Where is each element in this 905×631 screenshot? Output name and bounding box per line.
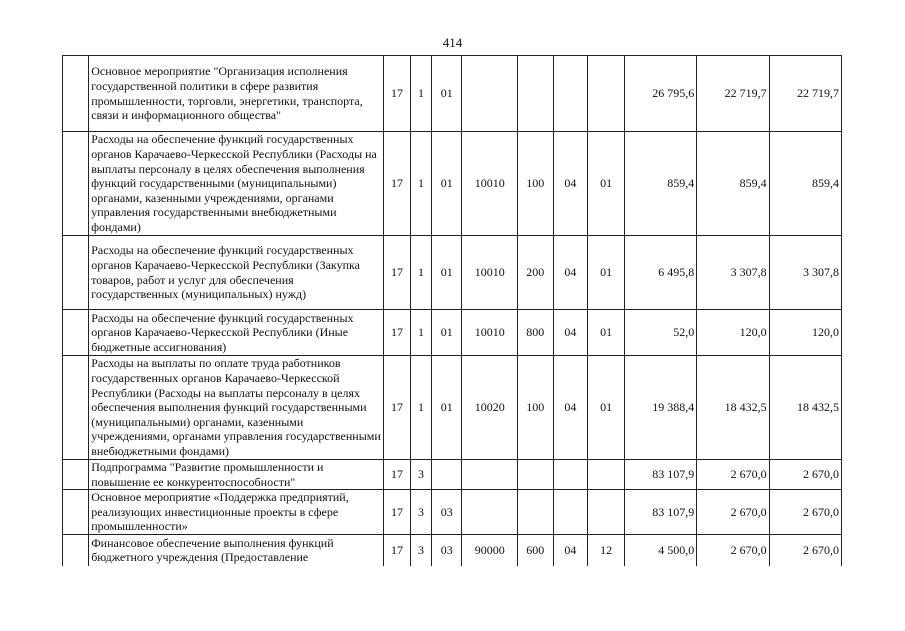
code-cell: 17 — [383, 534, 410, 566]
code-cell: 200 — [517, 236, 553, 310]
amount-cell: 19 388,4 — [624, 356, 696, 460]
row-marker-cell — [63, 132, 89, 236]
amount-cell: 859,4 — [769, 132, 841, 236]
page-bottom-margin — [0, 566, 905, 631]
budget-table — [62, 55, 842, 567]
code-cell — [553, 56, 588, 132]
amount-cell: 3 307,8 — [697, 236, 769, 310]
code-cell: 12 — [588, 534, 625, 566]
code-cell: 01 — [432, 310, 462, 356]
code-cell: 3 — [411, 534, 432, 566]
code-cell: 04 — [553, 236, 588, 310]
code-cell: 10020 — [462, 356, 518, 460]
code-cell: 04 — [553, 356, 588, 460]
code-cell: 01 — [588, 132, 625, 236]
code-cell — [462, 460, 518, 490]
item-name-cell: Основное мероприятие «Поддержка предприятий, реализующих инвестиционные проекты в сфере промышленности» — [89, 490, 384, 535]
table-row — [63, 490, 842, 535]
code-cell: 3 — [411, 490, 432, 535]
row-marker-cell — [63, 236, 89, 310]
amount-cell: 859,4 — [697, 132, 769, 236]
amount-cell: 2 670,0 — [769, 460, 841, 490]
code-cell: 01 — [588, 356, 625, 460]
item-name-cell: Подпрограмма "Развитие промышленности и повышение ее конкурентоспособности" — [89, 460, 384, 490]
code-cell: 800 — [517, 310, 553, 356]
code-cell — [588, 56, 625, 132]
amount-cell: 120,0 — [769, 310, 841, 356]
code-cell: 3 — [411, 460, 432, 490]
amount-cell: 26 795,6 — [624, 56, 696, 132]
amount-cell: 22 719,7 — [769, 56, 841, 132]
code-cell — [588, 490, 625, 535]
amount-cell: 2 670,0 — [697, 460, 769, 490]
row-marker-cell — [63, 356, 89, 460]
row-marker-cell — [63, 490, 89, 535]
code-cell: 04 — [553, 534, 588, 566]
amount-cell: 18 432,5 — [769, 356, 841, 460]
code-cell: 100 — [517, 356, 553, 460]
row-marker-cell — [63, 534, 89, 566]
code-cell — [553, 460, 588, 490]
code-cell: 01 — [588, 236, 625, 310]
row-marker-cell — [63, 310, 89, 356]
amount-cell: 859,4 — [624, 132, 696, 236]
code-cell: 17 — [383, 356, 410, 460]
code-cell: 03 — [432, 534, 462, 566]
amount-cell: 2 670,0 — [769, 490, 841, 535]
table-row — [63, 132, 842, 236]
code-cell: 100 — [517, 132, 553, 236]
code-cell: 01 — [432, 56, 462, 132]
item-name-cell: Расходы на выплаты по оплате труда работников государственных органов Карачаево-Черкесской Республики (Расходы на выплаты персоналу в целях обеспечения выполнения функций государственными (муниципальными) органами, казенными учреждениями, органами управления государственными внебюджетными фондами) — [89, 356, 384, 460]
amount-cell: 18 432,5 — [697, 356, 769, 460]
item-name-cell: Расходы на обеспечение функций государственных органов Карачаево-Черкесской Республики (Иные бюджетные ассигнования) — [89, 310, 384, 356]
table-row — [63, 236, 842, 310]
item-name-cell: Финансовое обеспечение выполнения функций бюджетного учреждения (Предоставление — [89, 534, 384, 566]
code-cell: 1 — [411, 132, 432, 236]
amount-cell: 6 495,8 — [624, 236, 696, 310]
table-row — [63, 310, 842, 356]
table-row — [63, 534, 842, 566]
code-cell: 1 — [411, 356, 432, 460]
code-cell: 1 — [411, 236, 432, 310]
code-cell — [517, 56, 553, 132]
table-row — [63, 356, 842, 460]
budget-table-body — [63, 56, 842, 567]
code-cell: 90000 — [462, 534, 518, 566]
code-cell: 10010 — [462, 132, 518, 236]
table-row — [63, 56, 842, 132]
code-cell: 10010 — [462, 310, 518, 356]
code-cell: 01 — [432, 236, 462, 310]
code-cell — [462, 490, 518, 535]
code-cell: 01 — [588, 310, 625, 356]
code-cell: 1 — [411, 56, 432, 132]
code-cell: 01 — [432, 356, 462, 460]
amount-cell: 3 307,8 — [769, 236, 841, 310]
code-cell: 01 — [432, 132, 462, 236]
code-cell: 03 — [432, 490, 462, 535]
row-marker-cell — [63, 460, 89, 490]
code-cell: 17 — [383, 310, 410, 356]
item-name-cell: Расходы на обеспечение функций государственных органов Карачаево-Черкесской Республики (Закупка товаров, работ и услуг для обеспечения государственных (муниципальных) нужд) — [89, 236, 384, 310]
code-cell — [588, 460, 625, 490]
amount-cell: 2 670,0 — [697, 534, 769, 566]
page-number: 414 — [442, 35, 463, 50]
amount-cell: 22 719,7 — [697, 56, 769, 132]
row-marker-cell — [63, 56, 89, 132]
code-cell: 04 — [553, 310, 588, 356]
code-cell — [553, 490, 588, 535]
amount-cell: 83 107,9 — [624, 490, 696, 535]
amount-cell: 120,0 — [697, 310, 769, 356]
code-cell: 1 — [411, 310, 432, 356]
code-cell: 04 — [553, 132, 588, 236]
code-cell: 17 — [383, 460, 410, 490]
amount-cell: 83 107,9 — [624, 460, 696, 490]
code-cell: 17 — [383, 132, 410, 236]
item-name-cell: Расходы на обеспечение функций государственных органов Карачаево-Черкесской Республики (Расходы на выплаты персоналу в целях обеспечения выполнения функций государственными (муниципальными) органами, казенными учреждениями, органами управления государственными внебюджетными фондами) — [89, 132, 384, 236]
item-name-cell: Основное мероприятие "Организация исполнения государственной политики в сфере развития промышленности, торговли, энергетики, транспорта, связи и информационного общества" — [89, 56, 384, 132]
amount-cell: 2 670,0 — [697, 490, 769, 535]
code-cell — [432, 460, 462, 490]
table-row — [63, 460, 842, 490]
code-cell: 17 — [383, 236, 410, 310]
amount-cell: 2 670,0 — [769, 534, 841, 566]
code-cell — [462, 56, 518, 132]
code-cell — [517, 460, 553, 490]
code-cell: 10010 — [462, 236, 518, 310]
code-cell: 17 — [383, 490, 410, 535]
amount-cell: 4 500,0 — [624, 534, 696, 566]
code-cell: 17 — [383, 56, 410, 132]
amount-cell: 52,0 — [624, 310, 696, 356]
code-cell: 600 — [517, 534, 553, 566]
code-cell — [517, 490, 553, 535]
